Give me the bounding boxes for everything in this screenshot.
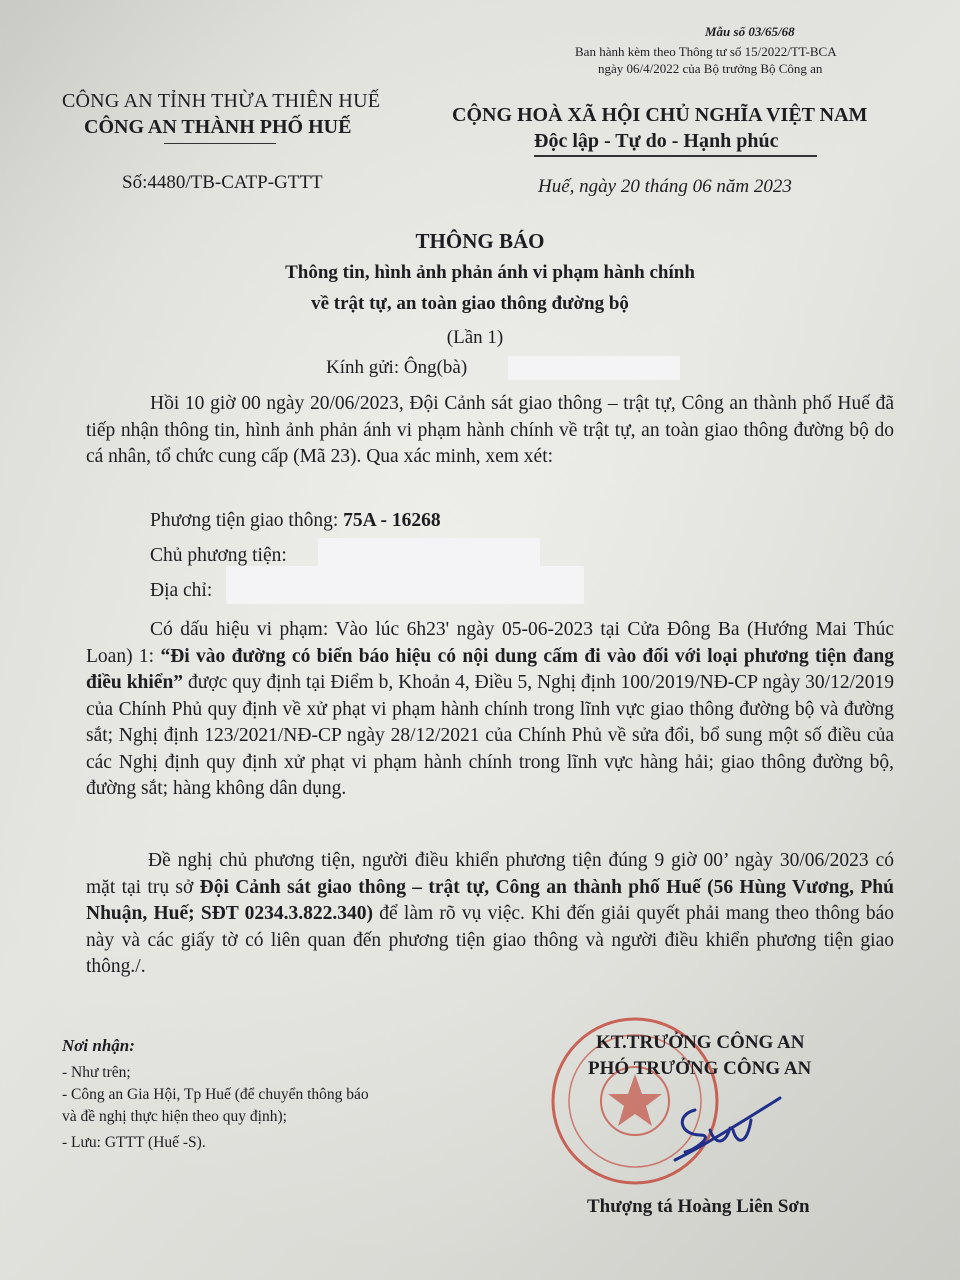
- vehicle-label: Phương tiện giao thông:: [150, 510, 339, 531]
- intro-paragraph: [86, 391, 894, 471]
- intro-text: Hồi 10 giờ 00 ngày 20/06/2023, Đội Cảnh sát giao thông – trật tự, Công an thành phố Huế đã tiếp nhận thông tin, hình ảnh phản ánh vi phạm hành chính về trật tự, an toàn giao thông đường bộ do cá nhân, tổ chức cung cấp (Mã 23). Qua xác minh, xem xét:: [86, 393, 894, 467]
- request-text-1: Đề nghị chủ phương tiện, người điều khiển phương tiện đúng 9 giờ 00’ ngày 30/06/2023 có mặt tại trụ sở: [86, 850, 894, 898]
- violation-paragraph: [86, 617, 894, 803]
- recipient-item: - Công an Gia Hội, Tp Huế (để chuyển thông báo: [62, 1086, 369, 1103]
- signature-title-line1: KT.TRƯỞNG CÔNG AN: [596, 1032, 805, 1053]
- form-number: Mẫu số 03/65/68: [705, 24, 795, 39]
- agency-underline: [164, 143, 276, 144]
- agency-parent: CÔNG AN TỈNH THỪA THIÊN HUẾ: [62, 90, 381, 112]
- national-motto: Độc lập - Tự do - Hạnh phúc: [534, 130, 779, 152]
- violation-description: “Đi vào đường có biển báo hiệu có nội dung cấm đi vào đối với loại phương tiện đang điều khiển”: [86, 645, 895, 693]
- request-text-2: để làm rõ vụ việc. Khi đến giải quyết phải mang theo thông báo này và các giấy tờ có liên quan đến phương tiện giao thông và người điều khiển phương tiện giao thông./.: [86, 903, 894, 977]
- address-field: [150, 580, 212, 602]
- motto-underline: [534, 155, 817, 157]
- document-title: THÔNG BÁO: [415, 229, 545, 253]
- recipient-item: - Như trên;: [62, 1064, 131, 1081]
- document-number: Số:4480/TB-CATP-GTTT: [122, 172, 323, 193]
- signature-title-line2: PHÓ TRƯỞNG CÔNG AN: [588, 1058, 812, 1079]
- owner-field: [150, 545, 287, 567]
- document-subtitle-line1: Thông tin, hình ảnh phản ánh vi phạm hành chính: [285, 262, 695, 283]
- date-line: Huế, ngày 20 tháng 06 năm 2023: [538, 176, 792, 197]
- form-issued-line1: Ban hành kèm theo Thông tư số 15/2022/TT-BCA: [575, 44, 837, 59]
- vehicle-plate: 75A - 16268: [343, 510, 441, 531]
- owner-label: Chủ phương tiện:: [150, 545, 287, 566]
- recipient-item: - Lưu: GTTT (Huế -S).: [62, 1134, 206, 1151]
- redacted-recipient-name: [508, 356, 680, 380]
- agency-name: CÔNG AN THÀNH PHỐ HUẾ: [84, 116, 352, 138]
- form-issued-line2: ngày 06/4/2022 của Bộ trưởng Bộ Công an: [598, 61, 823, 76]
- nation-heading: CỘNG HOÀ XÃ HỘI CHỦ NGHĨA VIỆT NAM: [452, 104, 868, 126]
- handwritten-signature-icon: [655, 1090, 785, 1170]
- attempt-number: (Lần 1): [446, 327, 504, 348]
- violation-text-1: Có dấu hiệu vi phạm: Vào lúc 6h23' ngày 05-06-2023 tại Cửa Đông Ba (Hướng Mai Thúc Loan) 1:: [86, 619, 894, 667]
- address-label: Địa chỉ:: [150, 580, 213, 601]
- signer-name: Thượng tá Hoàng Liên Sơn: [587, 1196, 810, 1217]
- recipients-heading: Nơi nhận:: [62, 1036, 135, 1055]
- vehicle-field: [150, 510, 441, 532]
- request-location: Đội Cảnh sát giao thông – trật tự, Công an thành phố Huế (56 Hùng Vương, Phú Nhuận, Huế; SĐT 0234.3.822.340): [86, 876, 894, 924]
- document-subtitle-line2: về trật tự, an toàn giao thông đường bộ: [311, 293, 629, 314]
- request-paragraph: [86, 848, 894, 981]
- recipient-item: và đề nghị thực hiện theo quy định);: [62, 1108, 287, 1125]
- greeting-label: Kính gửi: Ông(bà): [326, 357, 468, 378]
- redacted-owner: [318, 538, 540, 568]
- violation-text-2: được quy định tại Điểm b, Khoản 4, Điều 5, Nghị định 100/2019/NĐ-CP ngày 30/12/2019 của Chính Phủ quy định về xử phạt vi phạm hành chính trong lĩnh vực giao thông đường bộ và đường sắt; Nghị định 123/2021/NĐ-CP ngày 28/12/2021 của Chính Phủ về sửa đổi, bổ sung một số điều của các Nghị định quy định xử phạt vi phạm hành chính trong lĩnh vực hàng hải; giao thông đường bộ, đường sắt; hàng không dân dụng.: [86, 672, 894, 799]
- redacted-address: [226, 566, 584, 604]
